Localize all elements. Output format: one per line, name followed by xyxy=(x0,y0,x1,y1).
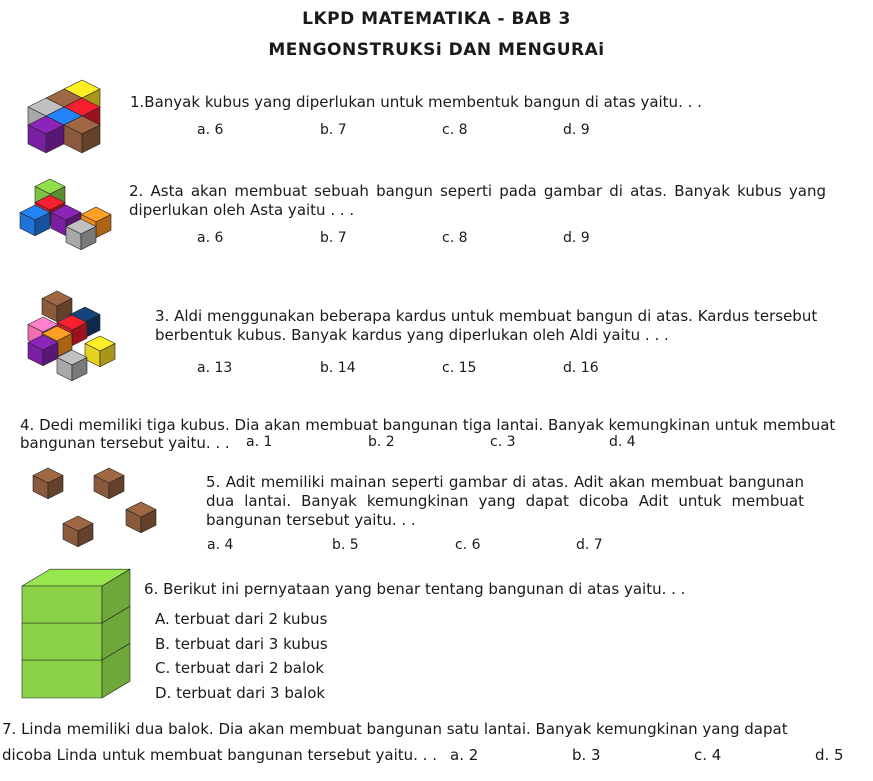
q4-option-a[interactable]: a. 1 xyxy=(246,434,273,450)
q6-option-a[interactable]: A. terbuat dari 2 kubus xyxy=(155,610,328,628)
q6-option-d[interactable]: D. terbuat dari 3 balok xyxy=(155,684,326,702)
q1-option-b[interactable]: b. 7 xyxy=(320,122,347,138)
q4-option-c[interactable]: c. 3 xyxy=(490,434,516,450)
q3-option-d[interactable]: d. 16 xyxy=(563,360,599,376)
q2-option-d[interactable]: d. 9 xyxy=(563,230,590,246)
q4-option-d[interactable]: d. 4 xyxy=(609,434,636,450)
q1-option-c[interactable]: c. 8 xyxy=(442,122,468,138)
page-title: LKPD MATEMATIKA - BAB 3 xyxy=(302,9,571,29)
page-subtitle: MENGONSTRUKSi DAN MENGURAi xyxy=(268,40,605,60)
q2-option-b[interactable]: b. 7 xyxy=(320,230,347,246)
green-block-top xyxy=(22,569,130,623)
q5-option-b[interactable]: b. 5 xyxy=(332,537,359,553)
q4-option-b[interactable]: b. 2 xyxy=(368,434,395,450)
q5-option-c[interactable]: c. 6 xyxy=(455,537,481,553)
question-4-text-line1: 4. Dedi memiliki tiga kubus. Dia akan membuat bangunan tiga lantai. Banyak kemungkinan untuk membuat xyxy=(20,416,836,434)
question-5-text: 5. Adit memiliki mainan seperti gambar di atas. Adit akan membuat bangunan dua lantai. Banyak kemungkinan yang dapat dicoba Adit untuk membuat bangunan tersebut yaitu. . . xyxy=(206,473,804,529)
question-2-text xyxy=(129,182,826,220)
q3-option-c[interactable]: c. 15 xyxy=(442,360,477,376)
question-3-text: 3. Aldi menggunakan beberapa kardus untuk membuat bangun di atas. Kardus tersebut berbentuk kubus. Banyak kardus yang diperlukan oleh Aldi yaitu . . . xyxy=(155,307,818,344)
q2-option-a[interactable]: a. 6 xyxy=(197,230,224,246)
q3-option-b[interactable]: b. 14 xyxy=(320,360,356,376)
cube-brown-5c xyxy=(126,502,156,533)
q2-option-c[interactable]: c. 8 xyxy=(442,230,468,246)
question-2-text-span: 2. Asta akan membuat sebuah bangun seperti pada gambar di atas. Banyak kubus yang diperlukan oleh Asta yaitu . . . xyxy=(129,182,826,219)
q7-option-d[interactable]: d. 5 xyxy=(815,746,844,764)
q6-option-c[interactable]: C. terbuat dari 2 balok xyxy=(155,659,325,677)
q5-option-a[interactable]: a. 4 xyxy=(207,537,234,553)
question-6-text: 6. Berikut ini pernyataan yang benar tentang bangunan di atas yaitu. . . xyxy=(144,580,686,598)
question-4-text-line2: bangunan tersebut yaitu. . . xyxy=(20,434,230,452)
q1-option-d[interactable]: d. 9 xyxy=(563,122,590,138)
q1-option-a[interactable]: a. 6 xyxy=(197,122,224,138)
question-1-text: 1.Banyak kubus yang diperlukan untuk membentuk bangun di atas yaitu. . . xyxy=(130,93,702,111)
q3-option-a[interactable]: a. 13 xyxy=(197,360,233,376)
q6-option-b[interactable]: B. terbuat dari 3 kubus xyxy=(155,635,328,653)
q7-option-a[interactable]: a. 2 xyxy=(450,746,479,764)
question-7-text-line2: dicoba Linda untuk membuat bangunan tersebut yaitu. . . xyxy=(2,746,437,764)
q5-option-d[interactable]: d. 7 xyxy=(576,537,603,553)
cube-yellow-3 xyxy=(85,336,115,367)
question-7-text-line1: 7. Linda memiliki dua balok. Dia akan membuat bangunan satu lantai. Banyak kemungkinan yang dapat xyxy=(2,720,788,738)
q7-option-c[interactable]: c. 4 xyxy=(694,746,722,764)
cube-brown-5a xyxy=(33,468,63,499)
q7-option-b[interactable]: b. 3 xyxy=(572,746,601,764)
cube-brown-5b xyxy=(94,468,124,499)
cube-brown-5d xyxy=(63,516,93,547)
